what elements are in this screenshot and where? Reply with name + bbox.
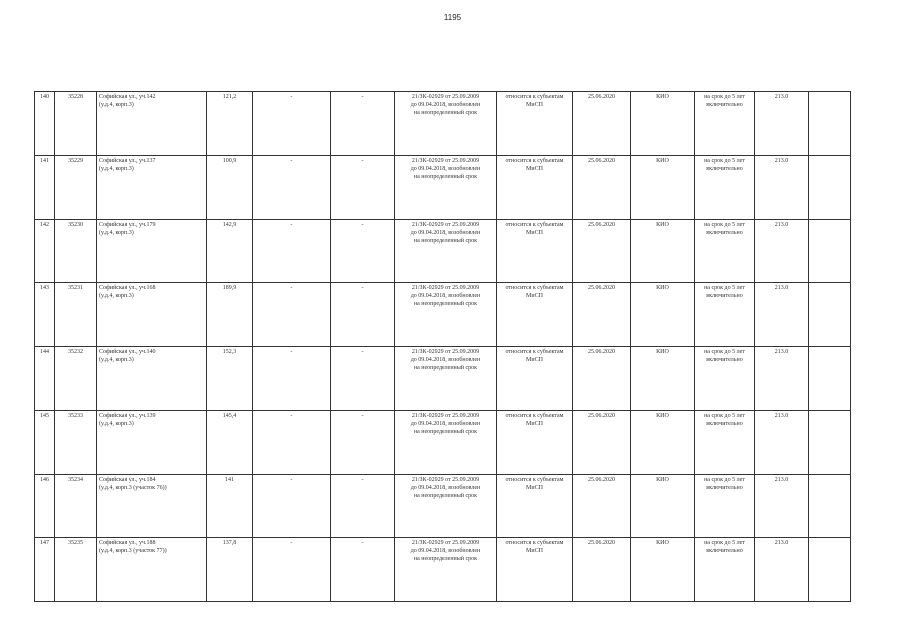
status-line: МиСП (526, 102, 543, 108)
term-line: включительно (706, 293, 743, 300)
area-cell: 152,3 (207, 347, 253, 411)
empty-cell (809, 410, 851, 474)
organization-cell: КИО (631, 283, 695, 347)
empty-cell (809, 474, 851, 538)
contract-line: на неопределенный срок (413, 301, 478, 308)
dash-cell: - (331, 92, 395, 156)
contract-line: на неопределенный срок (413, 556, 478, 563)
organization-cell: КИО (631, 538, 695, 602)
address-line: Софийская ул., уч.139 (99, 412, 156, 419)
row-number-cell: 145 (35, 410, 55, 474)
status-line: относится к субъектам (505, 221, 564, 228)
status-line: МиСП (526, 357, 543, 363)
address-cell (97, 283, 207, 347)
status-line: МиСП (526, 484, 543, 491)
table-row (35, 410, 851, 474)
term-line: на срок до 5 лет (704, 285, 745, 292)
object-id-cell: 35230 (55, 219, 97, 283)
area-cell: 121,2 (207, 92, 253, 156)
dash-cell: - (331, 474, 395, 538)
area-cell: 142,9 (207, 219, 253, 283)
term-line: на срок до 5 лет (704, 540, 745, 547)
address-line: Софийская ул., уч.188 (99, 540, 156, 547)
status-line: относится к субъектам (505, 157, 564, 164)
contract-cell (395, 92, 497, 156)
status-cell (497, 155, 573, 219)
dash-cell: - (331, 538, 395, 602)
term-cell (695, 92, 755, 156)
dash-cell: - (331, 155, 395, 219)
empty-cell (809, 347, 851, 411)
address-line: (у.д.4, корп.3 (участок 77)) (99, 548, 167, 555)
term-cell (695, 155, 755, 219)
contract-cell (395, 347, 497, 411)
dash-cell: - (331, 347, 395, 411)
term-line: включительно (706, 484, 743, 491)
date-cell: 25.06.2020 (573, 92, 631, 156)
contract-line: на неопределенный срок (413, 428, 478, 435)
contract-cell (395, 155, 497, 219)
status-cell (497, 474, 573, 538)
term-line: на срок до 5 лет (704, 476, 745, 483)
object-id-cell: 35231 (55, 283, 97, 347)
term-line: на срок до 5 лет (704, 221, 745, 228)
table-row (35, 283, 851, 347)
contract-line: до 09.04.2018, возобновлен (410, 484, 481, 491)
dash-cell: - (253, 219, 331, 283)
address-line: (у.д.4, корп.3) (99, 293, 134, 300)
term-line: включительно (706, 102, 743, 108)
organization-cell: КИО (631, 347, 695, 411)
code-cell: 213.0 (755, 474, 809, 538)
contract-line: до 09.04.2018, возобновлен (410, 293, 481, 300)
contract-line: на неопределенный срок (413, 173, 478, 180)
contract-cell (395, 219, 497, 283)
contract-line: 21/ЗК-02929 от 25.09.2009 (411, 349, 480, 355)
object-id-cell: 35232 (55, 347, 97, 411)
dash-cell: - (253, 347, 331, 411)
address-line: Софийская ул., уч.140 (99, 349, 156, 355)
term-line: включительно (706, 357, 743, 363)
contract-line: 21/ЗК-02929 от 25.09.2009 (411, 285, 480, 292)
status-cell (497, 538, 573, 602)
contract-line: 21/ЗК-02929 от 25.09.2009 (411, 412, 480, 419)
contract-cell (395, 410, 497, 474)
organization-cell: КИО (631, 219, 695, 283)
table-row (35, 155, 851, 219)
address-line: Софийская ул., уч.184 (99, 476, 156, 483)
term-cell (695, 347, 755, 411)
term-line: на срок до 5 лет (704, 349, 745, 355)
term-line: включительно (706, 165, 743, 172)
dash-cell: - (253, 410, 331, 474)
table-row (35, 474, 851, 538)
table-row (35, 92, 851, 156)
contract-line: на неопределенный срок (413, 492, 478, 499)
term-cell (695, 283, 755, 347)
code-cell: 213.0 (755, 410, 809, 474)
organization-cell: КИО (631, 155, 695, 219)
status-line: относится к субъектам (505, 540, 564, 547)
address-line: (у.д.4, корп.3) (99, 102, 134, 108)
dash-cell: - (331, 283, 395, 347)
organization-cell: КИО (631, 92, 695, 156)
status-line: МиСП (526, 420, 543, 427)
address-cell (97, 219, 207, 283)
code-cell: 213.0 (755, 155, 809, 219)
empty-cell (809, 219, 851, 283)
term-line: на срок до 5 лет (704, 94, 745, 100)
dash-cell: - (331, 219, 395, 283)
status-cell (497, 92, 573, 156)
status-line: относится к субъектам (505, 476, 564, 483)
status-cell (497, 347, 573, 411)
date-cell: 25.06.2020 (573, 219, 631, 283)
dash-cell: - (253, 155, 331, 219)
empty-cell (809, 92, 851, 156)
address-line: (у.д.4, корп.3) (99, 229, 134, 236)
address-line: (у.д.4, корп.3 (участок 76)) (99, 484, 167, 491)
term-line: включительно (706, 229, 743, 236)
dash-cell: - (253, 474, 331, 538)
row-number-cell: 142 (35, 219, 55, 283)
row-number-cell: 147 (35, 538, 55, 602)
object-id-cell: 35235 (55, 538, 97, 602)
status-line: относится к субъектам (505, 94, 564, 100)
contract-line: на неопределенный срок (413, 110, 478, 116)
row-number-cell: 143 (35, 283, 55, 347)
contract-line: до 09.04.2018, возобновлен (410, 357, 481, 363)
address-cell (97, 410, 207, 474)
object-id-cell: 35228 (55, 92, 97, 156)
status-line: МиСП (526, 229, 543, 236)
dash-cell: - (331, 410, 395, 474)
contract-line: 21/ЗК-02929 от 25.09.2009 (411, 157, 480, 164)
page-number: 1195 (443, 13, 462, 22)
date-cell: 25.06.2020 (573, 155, 631, 219)
date-cell: 25.06.2020 (573, 283, 631, 347)
status-line: МиСП (526, 165, 543, 172)
contract-line: до 09.04.2018, возобновлен (410, 229, 481, 236)
address-line: (у.д.4, корп.3) (99, 165, 134, 172)
code-cell: 213.0 (755, 92, 809, 156)
contract-line: 21/ЗК-02929 от 25.09.2009 (411, 94, 480, 100)
table-row (35, 219, 851, 283)
object-id-cell: 35234 (55, 474, 97, 538)
organization-cell: КИО (631, 474, 695, 538)
contract-cell (395, 474, 497, 538)
registry-table (34, 91, 851, 602)
row-number-cell: 144 (35, 347, 55, 411)
object-id-cell: 35233 (55, 410, 97, 474)
area-cell: 137,8 (207, 538, 253, 602)
contract-line: до 09.04.2018, возобновлен (410, 165, 481, 172)
row-number-cell: 146 (35, 474, 55, 538)
contract-line: на неопределенный срок (413, 237, 478, 244)
code-cell: 213.0 (755, 538, 809, 602)
term-line: на срок до 5 лет (704, 412, 745, 419)
contract-line: 21/ЗК-02929 от 25.09.2009 (411, 221, 480, 228)
organization-cell: КИО (631, 410, 695, 474)
status-line: относится к субъектам (505, 285, 564, 292)
term-line: включительно (706, 548, 743, 555)
address-line: Софийская ул., уч.179 (99, 221, 156, 228)
address-line: Софийская ул., уч.142 (99, 94, 156, 100)
area-cell: 141 (207, 474, 253, 538)
address-line: Софийская ул., уч.168 (99, 285, 156, 292)
registry-table-body (35, 92, 851, 602)
term-line: включительно (706, 420, 743, 427)
address-cell (97, 347, 207, 411)
contract-line: 21/ЗК-02929 от 25.09.2009 (411, 540, 480, 547)
contract-cell (395, 283, 497, 347)
status-cell (497, 219, 573, 283)
status-line: относится к субъектам (505, 412, 564, 419)
term-line: на срок до 5 лет (704, 157, 745, 164)
dash-cell: - (253, 92, 331, 156)
contract-line: на неопределенный срок (413, 365, 478, 371)
row-number-cell: 140 (35, 92, 55, 156)
contract-line: до 09.04.2018, возобновлен (410, 548, 481, 555)
dash-cell: - (253, 538, 331, 602)
area-cell: 189,9 (207, 283, 253, 347)
address-line: (у.д.4, корп.3) (99, 357, 134, 363)
address-cell (97, 474, 207, 538)
dash-cell: - (253, 283, 331, 347)
contract-line: до 09.04.2018, возобновлен (410, 102, 481, 108)
status-line: МиСП (526, 293, 543, 300)
date-cell: 25.06.2020 (573, 410, 631, 474)
term-cell (695, 538, 755, 602)
empty-cell (809, 283, 851, 347)
area-cell: 100,9 (207, 155, 253, 219)
address-line: (у.д.4, корп.3) (99, 420, 134, 427)
row-number-cell: 141 (35, 155, 55, 219)
address-cell (97, 155, 207, 219)
object-id-cell: 35229 (55, 155, 97, 219)
code-cell: 213.0 (755, 283, 809, 347)
code-cell: 213.0 (755, 219, 809, 283)
term-cell (695, 219, 755, 283)
table-row (35, 347, 851, 411)
contract-line: до 09.04.2018, возобновлен (410, 420, 481, 427)
status-line: относится к субъектам (505, 349, 564, 355)
contract-line: 21/ЗК-02929 от 25.09.2009 (411, 476, 480, 483)
address-line: Софийская ул., уч.137 (99, 157, 156, 164)
term-cell (695, 410, 755, 474)
term-cell (695, 474, 755, 538)
status-cell (497, 283, 573, 347)
empty-cell (809, 538, 851, 602)
empty-cell (809, 155, 851, 219)
status-cell (497, 410, 573, 474)
status-line: МиСП (526, 548, 543, 555)
date-cell: 25.06.2020 (573, 474, 631, 538)
contract-cell (395, 538, 497, 602)
address-cell (97, 538, 207, 602)
date-cell: 25.06.2020 (573, 347, 631, 411)
date-cell: 25.06.2020 (573, 538, 631, 602)
address-cell (97, 92, 207, 156)
area-cell: 145,4 (207, 410, 253, 474)
code-cell: 213.0 (755, 347, 809, 411)
table-row (35, 538, 851, 602)
